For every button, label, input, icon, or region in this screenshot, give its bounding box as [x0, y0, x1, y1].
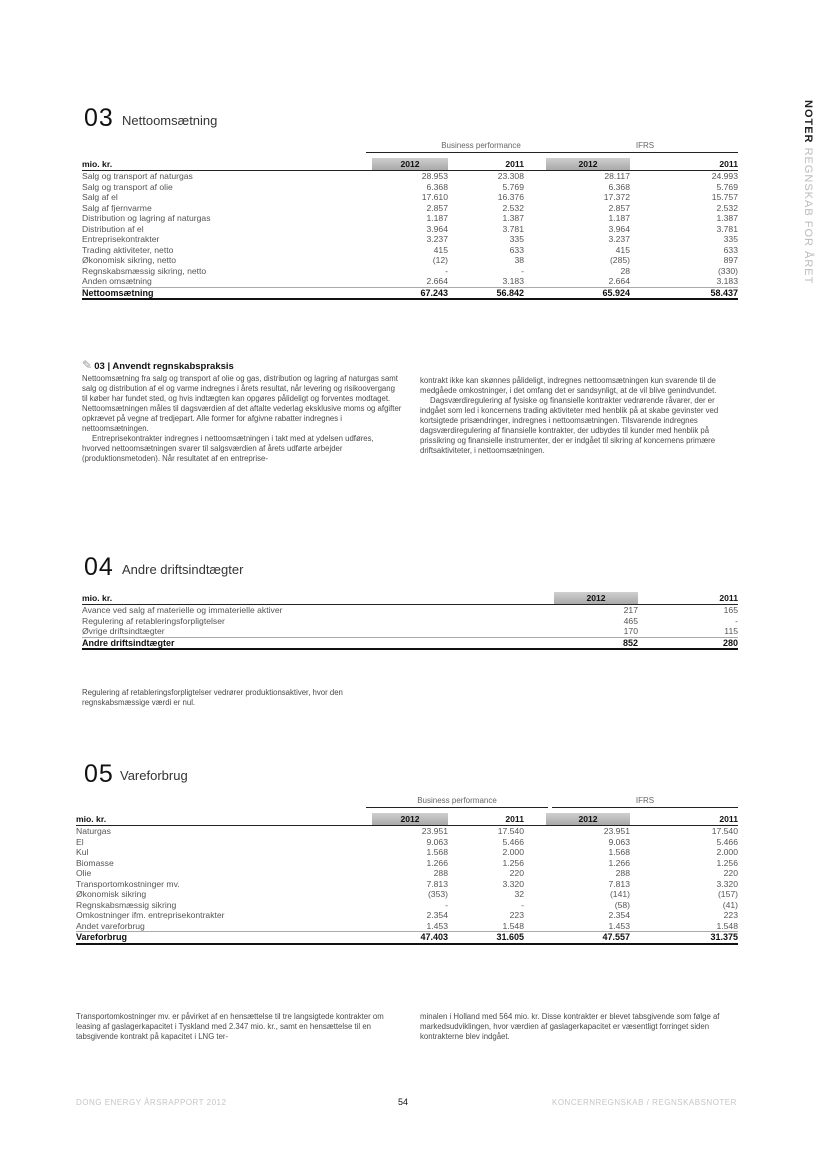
row-label: Transportomkostninger mv.: [76, 878, 180, 889]
row-label: Salg af el: [82, 192, 118, 203]
row-value: 3.320: [716, 878, 738, 889]
table-row: [76, 879, 738, 890]
column-gap: [524, 234, 546, 245]
column-gap: [630, 826, 662, 837]
column-gap: [524, 171, 546, 182]
group-ifrs: IFRS: [552, 141, 738, 153]
column-gap: [524, 255, 546, 266]
row-value: (330): [717, 265, 738, 276]
column-gap: [524, 266, 546, 277]
row-value: 23.951: [421, 826, 448, 837]
table-row: [82, 626, 738, 637]
row-value: 897: [723, 255, 738, 266]
column-gap: [524, 276, 546, 287]
row-label: Regulering af retableringsforpligtelser: [82, 615, 225, 626]
row-value: 24.993: [711, 171, 738, 182]
row-value: 28.953: [421, 171, 448, 182]
row-value: 17.540: [497, 826, 524, 837]
row-value: 9.063: [608, 836, 630, 847]
row-value: 23.308: [497, 171, 524, 182]
table-header-row: [82, 158, 738, 171]
total-label: Nettoomsætning: [82, 287, 372, 299]
table-row: [82, 171, 738, 182]
row-value: 5.466: [716, 836, 738, 847]
year-header: 2011: [448, 813, 524, 826]
row-label: Anden omsætning: [82, 276, 372, 287]
row-value: -: [445, 265, 448, 276]
row-value: 2.354: [426, 910, 448, 921]
other-operating-income-table: [82, 592, 738, 650]
row-label: El: [76, 836, 84, 847]
row-value: 1.453: [546, 921, 630, 932]
column-gap: [524, 192, 546, 203]
row-value: 3.964: [608, 223, 630, 234]
row-value: 217: [623, 605, 638, 616]
column-gap: [524, 879, 546, 890]
row-value: 38: [514, 255, 524, 266]
row-value: 1.568: [608, 847, 630, 858]
row-label: Entreprisekontrakter: [82, 234, 160, 245]
row-value: 1.548: [662, 921, 738, 932]
side-tab-bold: NOTER: [802, 100, 814, 144]
total-label: Andre driftsindtægter: [82, 637, 554, 649]
year-header: 2012: [554, 592, 638, 605]
row-value: 2.354: [608, 910, 630, 921]
column-gap: [524, 910, 546, 921]
row-value: 23.951: [603, 826, 630, 837]
total-label: Vareforbrug: [76, 932, 372, 944]
row-label: Kul: [76, 847, 89, 858]
row-label: Regnskabsmæssig sikring: [76, 899, 177, 910]
column-gap: [638, 626, 662, 637]
column-gap: [630, 245, 662, 256]
policy-right-p2: Dagsværdiregulering af fysiske og finansielle kontrakter vedrørende råvarer, der er indgået som led i koncernens trading aktiviteter med henblik på at skabe gevinster ved kortsigtede prisændringer, indregnes i nettoomsætningen. Tilsvarende indregnes dagsværdiregulering af finansielle kontrakter, der udbydes til kunder med henblik på prissikring og finansielle instrumenter, der er indgået til sikring af koncernens primære driftsaktiviteter, i nettoomsætningen.: [420, 396, 719, 455]
footer-left: DONG ENERGY ÅRSRAPPORT 2012: [76, 1098, 227, 1107]
row-label: Andet vareforbrug: [76, 921, 372, 932]
row-value: 1.266: [608, 857, 630, 868]
row-value: 115: [662, 626, 738, 637]
column-gap: [630, 234, 662, 245]
column-gap: [524, 826, 546, 837]
group-ifrs-05: IFRS: [552, 796, 738, 808]
table-row: [76, 889, 738, 900]
row-label: Økonomisk sikring, netto: [82, 255, 177, 266]
row-value: 1.256: [502, 857, 524, 868]
row-value: 6.368: [426, 181, 448, 192]
group-business-performance: Business performance: [366, 141, 596, 153]
column-gap: [630, 213, 662, 224]
row-value: 288: [433, 868, 448, 879]
total-value: 56.842: [448, 287, 524, 299]
year-header: 2011: [448, 158, 524, 171]
row-value: 2.532: [502, 202, 524, 213]
row-value: -: [445, 899, 448, 910]
column-gap: [524, 813, 546, 826]
column-gap: [630, 203, 662, 214]
row-value: (285): [609, 255, 630, 266]
column-gap: [630, 255, 662, 266]
column-gap: [630, 837, 662, 848]
column-gap: [524, 921, 546, 932]
row-value: 2.857: [608, 202, 630, 213]
column-gap: [524, 158, 546, 171]
table-row: [82, 616, 738, 627]
row-value: 1.387: [716, 213, 738, 224]
table-row: [76, 858, 738, 869]
column-gap: [524, 245, 546, 256]
column-gap: [630, 266, 662, 277]
row-value: (12): [432, 255, 448, 266]
table-row: [76, 826, 738, 837]
table-row: [76, 900, 738, 911]
row-value: 2.000: [502, 847, 524, 858]
year-header: 2011: [662, 592, 738, 605]
table-header-row: [76, 813, 738, 826]
column-gap: [630, 171, 662, 182]
total-value: 58.437: [662, 287, 738, 299]
section-03-number: 03: [84, 104, 114, 132]
row-value: 3.320: [502, 878, 524, 889]
column-gap: [630, 900, 662, 911]
column-gap: [524, 203, 546, 214]
row-value: 2.664: [546, 276, 630, 287]
column-gap: [630, 910, 662, 921]
row-value: 165: [723, 605, 738, 616]
row-value: 17.540: [711, 826, 738, 837]
row-value: 28: [620, 265, 630, 276]
row-value: 633: [509, 244, 524, 255]
row-value: 5.466: [502, 836, 524, 847]
column-gap: [638, 616, 662, 627]
total-value: 280: [662, 637, 738, 649]
section-05-title: Vareforbrug: [120, 768, 188, 783]
column-gap: [630, 813, 662, 826]
row-value: 2.532: [716, 202, 738, 213]
section-04-note: Regulering af retableringsforpligtelser vedrører produktionsaktiver, hvor den regnskabsmæssige værdi er nul.: [82, 688, 343, 707]
column-gap: [524, 858, 546, 869]
column-gap: [630, 932, 662, 944]
table-row: [82, 276, 738, 287]
row-value: 335: [509, 234, 524, 245]
year-header: 2012: [546, 813, 630, 826]
row-value: (41): [722, 899, 738, 910]
row-value: (353): [427, 889, 448, 900]
row-value: 3.781: [716, 223, 738, 234]
total-value: 852: [554, 637, 638, 649]
row-value: (141): [609, 889, 630, 900]
row-value: 7.813: [426, 878, 448, 889]
table-row: [76, 910, 738, 921]
row-label: Regnskabsmæssig sikring, netto: [82, 265, 207, 276]
row-value: 5.769: [716, 181, 738, 192]
section-05-number: 05: [84, 760, 114, 788]
row-value: 1.548: [448, 921, 524, 932]
table-row: [82, 182, 738, 193]
row-value: (157): [717, 889, 738, 900]
row-value: -: [521, 265, 524, 276]
column-gap: [630, 889, 662, 900]
row-value: 335: [723, 234, 738, 245]
row-value: 9.063: [426, 836, 448, 847]
row-value: 1.568: [426, 847, 448, 858]
row-value: 3.183: [662, 276, 738, 287]
column-gap: [630, 921, 662, 932]
row-label: Salg af fjernvarme: [82, 202, 152, 213]
row-value: 465: [623, 615, 638, 626]
table-total-row: [76, 932, 738, 944]
row-value: 17.372: [603, 192, 630, 203]
row-value: 288: [615, 868, 630, 879]
row-value: 15.757: [711, 192, 738, 203]
column-gap: [630, 858, 662, 869]
year-header: 2012: [372, 158, 448, 171]
total-value: 67.243: [372, 287, 448, 299]
section-04-number: 04: [84, 553, 114, 581]
row-value: 3.237: [608, 234, 630, 245]
column-gap: [524, 932, 546, 944]
column-gap: [638, 605, 662, 616]
cost-of-sales-table: [76, 813, 738, 945]
row-value: 6.368: [608, 181, 630, 192]
row-value: 1.187: [608, 213, 630, 224]
row-value: 415: [615, 244, 630, 255]
row-value: (58): [614, 899, 630, 910]
row-value: 220: [509, 868, 524, 879]
row-value: 32: [514, 889, 524, 900]
row-value: 1.387: [502, 213, 524, 224]
row-value: 16.376: [497, 192, 524, 203]
row-value: 1.187: [426, 213, 448, 224]
row-value: 1.256: [716, 857, 738, 868]
row-label: Naturgas: [76, 826, 111, 837]
table-row: [82, 266, 738, 277]
table-row: [82, 605, 738, 616]
policy-heading: 03 | Anvendt regnskabspraksis: [94, 361, 234, 372]
policy-left-p2: Entreprisekontrakter indregnes i nettoomsætningen i takt med at ydelsen udføres, hvorved nettoomsætningen svarer til salgsværdien af årets udførte arbejder (produktionsmetoden). Når resultatet af en entreprise-: [82, 434, 374, 463]
row-value: 3.183: [448, 276, 524, 287]
column-gap: [638, 637, 662, 649]
row-value: 1.266: [426, 857, 448, 868]
column-gap: [630, 868, 662, 879]
row-label: Øvrige driftsindtægter: [82, 626, 554, 637]
table-row: [82, 192, 738, 203]
year-header: 2012: [372, 813, 448, 826]
table-total-row: [82, 637, 738, 649]
section-05-note-left: Transportomkostninger mv. er påvirket af en hensættelse til tre langsigtede kontrakter om leasing af gaslagerkapacitet i Tyskland med 2.347 mio. kr., samt en hensættelse til en tabsgivende kontrakt på kapacitet i LNG ter-: [76, 1012, 384, 1041]
column-gap: [630, 847, 662, 858]
policy-right-column: [420, 376, 740, 456]
table-row: [82, 224, 738, 235]
row-label: Omkostninger ifm. entreprisekontrakter: [76, 910, 225, 921]
table-row: [82, 203, 738, 214]
row-label: Avance ved salg af materielle og immaterielle aktiver: [82, 605, 283, 616]
row-value: 7.813: [608, 878, 630, 889]
year-header: 2011: [662, 813, 738, 826]
row-label: Økonomisk sikring: [76, 889, 147, 900]
column-gap: [630, 158, 662, 171]
row-label: Distribution og lagring af naturgas: [82, 213, 211, 224]
table-row: [76, 868, 738, 879]
table-row: [76, 837, 738, 848]
column-gap: [524, 213, 546, 224]
row-value: 2.000: [716, 847, 738, 858]
column-gap: [524, 287, 546, 299]
side-tab-noter: [796, 100, 814, 284]
row-label: Olie: [76, 868, 92, 879]
row-value: 5.769: [502, 181, 524, 192]
column-gap: [524, 182, 546, 193]
table-row: [76, 847, 738, 858]
section-03-title: Nettoomsætning: [122, 113, 218, 128]
row-value: -: [735, 615, 738, 626]
section-04-title: Andre driftsindtægter: [122, 562, 244, 577]
row-label: Biomasse: [76, 857, 114, 868]
group-business-performance-05: Business performance: [366, 796, 548, 808]
row-value: 2.857: [426, 202, 448, 213]
column-gap: [524, 847, 546, 858]
table-total-row: [82, 287, 738, 299]
table-row: [76, 921, 738, 932]
unit-label: mio. kr.: [82, 158, 372, 171]
column-gap: [524, 900, 546, 911]
total-value: 31.375: [662, 932, 738, 944]
row-value: 220: [723, 868, 738, 879]
table-row: [82, 245, 738, 256]
row-value: 633: [723, 244, 738, 255]
year-header: 2012: [546, 158, 630, 171]
column-gap: [524, 868, 546, 879]
footer-right: KONCERNREGNSKAB / REGNSKABSNOTER: [552, 1098, 737, 1107]
column-gap: [630, 276, 662, 287]
year-header: 2011: [662, 158, 738, 171]
total-value: 47.403: [372, 932, 448, 944]
column-gap: [524, 837, 546, 848]
row-label: Salg og transport af naturgas: [82, 171, 193, 182]
row-value: -: [521, 899, 524, 910]
row-value: 223: [723, 910, 738, 921]
total-value: 65.924: [546, 287, 630, 299]
row-label: Salg og transport af olie: [82, 181, 173, 192]
unit-label: mio. kr.: [82, 592, 554, 605]
table-row: [82, 255, 738, 266]
column-gap: [524, 889, 546, 900]
policy-right-p1: kontrakt ikke kan skønnes pålideligt, indregnes nettoomsætningen kun svarende til de medgåede omkostninger, i det omfang det er sandsynligt, at de vil blive genindvundet.: [420, 376, 717, 395]
column-gap: [630, 182, 662, 193]
row-value: 415: [433, 244, 448, 255]
row-value: 1.453: [372, 921, 448, 932]
table-header-row: [82, 592, 738, 605]
row-label: Trading aktiviteter, netto: [82, 244, 174, 255]
row-label: Distribution af el: [82, 223, 144, 234]
row-value: 170: [554, 626, 638, 637]
column-gap: [638, 592, 662, 605]
column-gap: [524, 224, 546, 235]
net-revenue-table: [82, 158, 738, 300]
column-gap: [630, 224, 662, 235]
column-gap: [630, 879, 662, 890]
policy-left-p1: Nettoomsætning fra salg og transport af olie og gas, distribution og lagring af naturgas samt salg og distribution af el og varme indregnes i årets resultat, når levering og risikoovergang til køber har fundet sted, og hvis indtægten kan opgøres pålideligt og forventes modtaget. Nettoomsætningen måles til dagsværdien af det aftalte vederlag eksklusive moms og afgifter opkrævet på vegne af tredjepart. Alle former for afgivne rabatter indregnes i nettoomsætningen.: [82, 374, 402, 433]
page-number: 54: [398, 1097, 409, 1107]
table-row: [82, 213, 738, 224]
policy-left-column: [82, 360, 402, 464]
row-value: 3.964: [426, 223, 448, 234]
total-value: 31.605: [448, 932, 524, 944]
column-gap: [630, 287, 662, 299]
side-tab-light: REGNSKAB FOR ÅRET: [802, 147, 814, 285]
row-value: 3.781: [502, 223, 524, 234]
policy-glyph-icon: ✎: [82, 358, 93, 372]
unit-label: mio. kr.: [76, 813, 372, 826]
table-row: [82, 234, 738, 245]
total-value: 47.557: [546, 932, 630, 944]
row-value: 223: [509, 910, 524, 921]
row-value: 28.117: [604, 171, 630, 182]
row-value: 17.610: [421, 192, 448, 203]
row-value: 2.664: [372, 276, 448, 287]
column-gap: [630, 192, 662, 203]
row-value: 3.237: [426, 234, 448, 245]
section-05-note-right: minalen i Holland med 564 mio. kr. Disse kontrakter er blevet tabsgivende som følge af markedsudviklingen, hvor værdien af gaslagerkapacitet er væsentligt forringet siden kontrakterne blev indgået.: [420, 1012, 720, 1041]
